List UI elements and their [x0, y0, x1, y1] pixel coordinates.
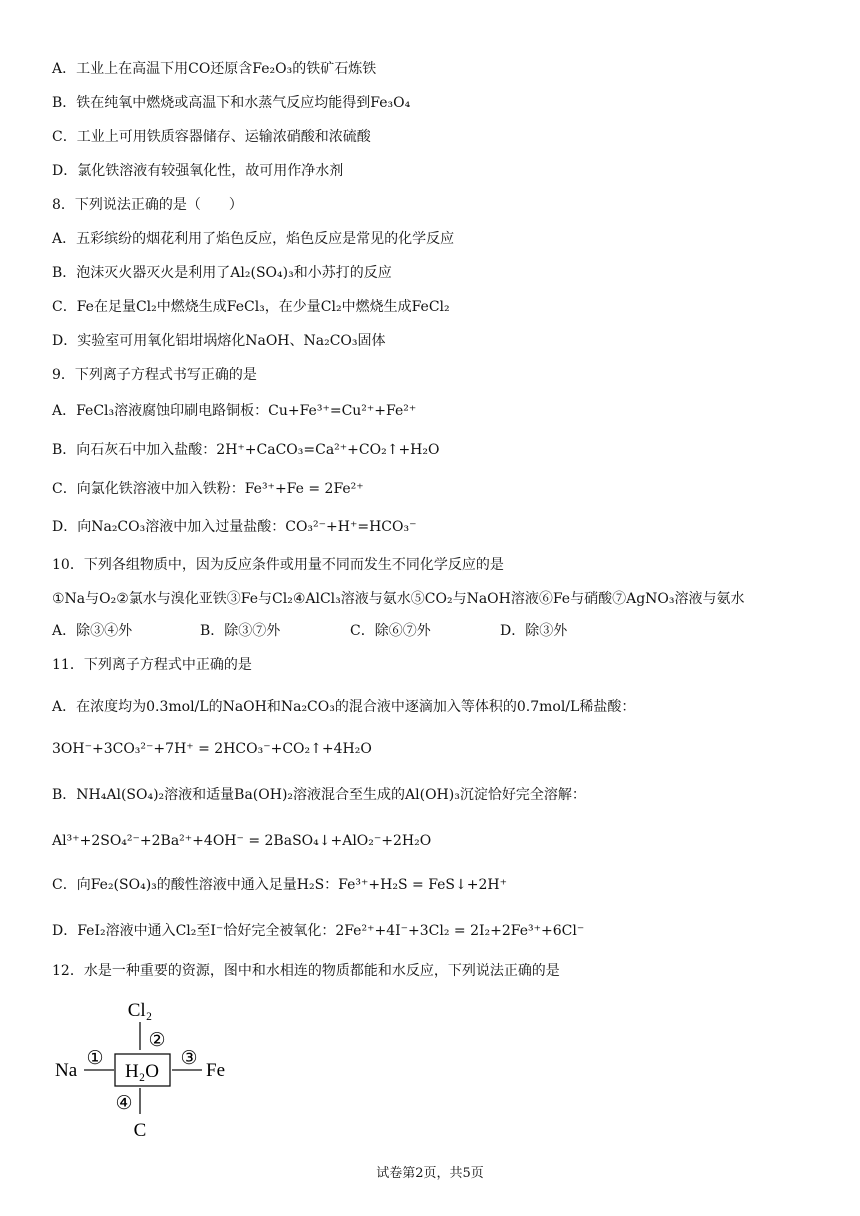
diagram-number-2: ② [148, 1030, 166, 1051]
q10-option-d: D．除③外 [500, 623, 568, 639]
diagram-center-label: H₂O [124, 1061, 160, 1082]
diagram-bottom-label: C [133, 1120, 147, 1141]
q7-option-d: D．氯化铁溶液有较强氧化性，故可用作净水剂 [52, 163, 344, 179]
q11-option-b-equation: Al³⁺+2SO₄²⁻+2Ba²⁺+4OH⁻ = 2BaSO₄↓+AlO₂⁻+2H₂O [52, 833, 432, 849]
q8-stem: 8．下列说法正确的是（ ） [52, 197, 243, 213]
q10-option-c: C．除⑥⑦外 [350, 623, 431, 639]
diagram-right-label: Fe [206, 1060, 225, 1081]
q9-stem: 9．下列离子方程式书写正确的是 [52, 367, 257, 383]
q10-option-b: B．除③⑦外 [200, 623, 281, 639]
q7-option-a: A．工业上在高温下用CO还原含Fe₂O₃的铁矿石炼铁 [52, 61, 377, 77]
q9-option-a: A．FeCl₃溶液腐蚀印刷电路铜板：Cu+Fe³⁺=Cu²⁺+Fe²⁺ [52, 403, 417, 419]
q7-option-b: B．铁在纯氧中燃烧或高温下和水蒸气反应均能得到Fe₃O₄ [52, 95, 411, 111]
q8-option-a: A．五彩缤纷的烟花利用了焰色反应，焰色反应是常见的化学反应 [52, 231, 455, 247]
diagram-number-4: ④ [115, 1093, 133, 1114]
page-footer: 试卷第2页，共5页 [376, 1166, 484, 1181]
q11-option-b: B．NH₄Al(SO₄)₂溶液和适量Ba(OH)₂溶液混合至生成的Al(OH)₃沉淀恰好完全溶解： [52, 787, 586, 803]
q11-option-a-equation: 3OH⁻+3CO₃²⁻+7H⁺ = 2HCO₃⁻+CO₂↑+4H₂O [52, 741, 372, 757]
q12-stem: 12．水是一种重要的资源，图中和水相连的物质都能和水反应，下列说法正确的是 [52, 963, 560, 979]
q10-stem: 10．下列各组物质中，因为反应条件或用量不同而发生不同化学反应的是 [52, 557, 504, 573]
q7-option-c: C．工业上可用铁质容器储存、运输浓硝酸和浓硫酸 [52, 129, 371, 145]
q8-option-d: D．实验室可用氧化铝坩埚熔化NaOH、Na₂CO₃固体 [52, 333, 386, 349]
q8-option-b: B．泡沫灭火器灭火是利用了Al₂(SO₄)₃和小苏打的反应 [52, 265, 392, 281]
q8-option-c: C．Fe在足量Cl₂中燃烧生成FeCl₃，在少量Cl₂中燃烧生成FeCl₂ [52, 299, 450, 315]
q11-option-a: A．在浓度均为0.3mol/L的NaOH和Na₂CO₃的混合液中逐滴加入等体积的0.7mol/L稀盐酸： [52, 699, 636, 715]
q11-option-d: D．FeI₂溶液中通入Cl₂至I⁻恰好完全被氧化：2Fe²⁺+4I⁻+3Cl₂ = 2I₂+2Fe³⁺+6Cl⁻ [52, 923, 585, 939]
q10-option-a: A．除③④外 [52, 623, 133, 639]
diagram-left-label: Na [55, 1060, 78, 1081]
q11-option-c: C．向Fe₂(SO₄)₃的酸性溶液中通入足量H₂S：Fe³⁺+H₂S = FeS↓+2H⁺ [52, 877, 507, 893]
q10-items: ①Na与O₂②氯水与溴化亚铁③Fe与Cl₂④AlCl₃溶液与氨水⑤CO₂与NaOH溶液⑥Fe与硝酸⑦AgNO₃溶液与氨水 [52, 591, 745, 607]
q9-option-d: D．向Na₂CO₃溶液中加入过量盐酸：CO₃²⁻+H⁺=HCO₃⁻ [52, 519, 417, 535]
diagram-number-3: ③ [180, 1048, 198, 1069]
q9-option-c: C．向氯化铁溶液中加入铁粉：Fe³⁺+Fe = 2Fe²⁺ [52, 481, 364, 497]
q11-stem: 11．下列离子方程式中正确的是 [52, 657, 252, 673]
diagram-top-label: Cl₂ [127, 1000, 153, 1021]
diagram-number-1: ① [86, 1048, 104, 1069]
q9-option-b: B．向石灰石中加入盐酸：2H⁺+CaCO₃=Ca²⁺+CO₂↑+H₂O [52, 442, 440, 458]
water-reaction-diagram [40, 992, 260, 1142]
